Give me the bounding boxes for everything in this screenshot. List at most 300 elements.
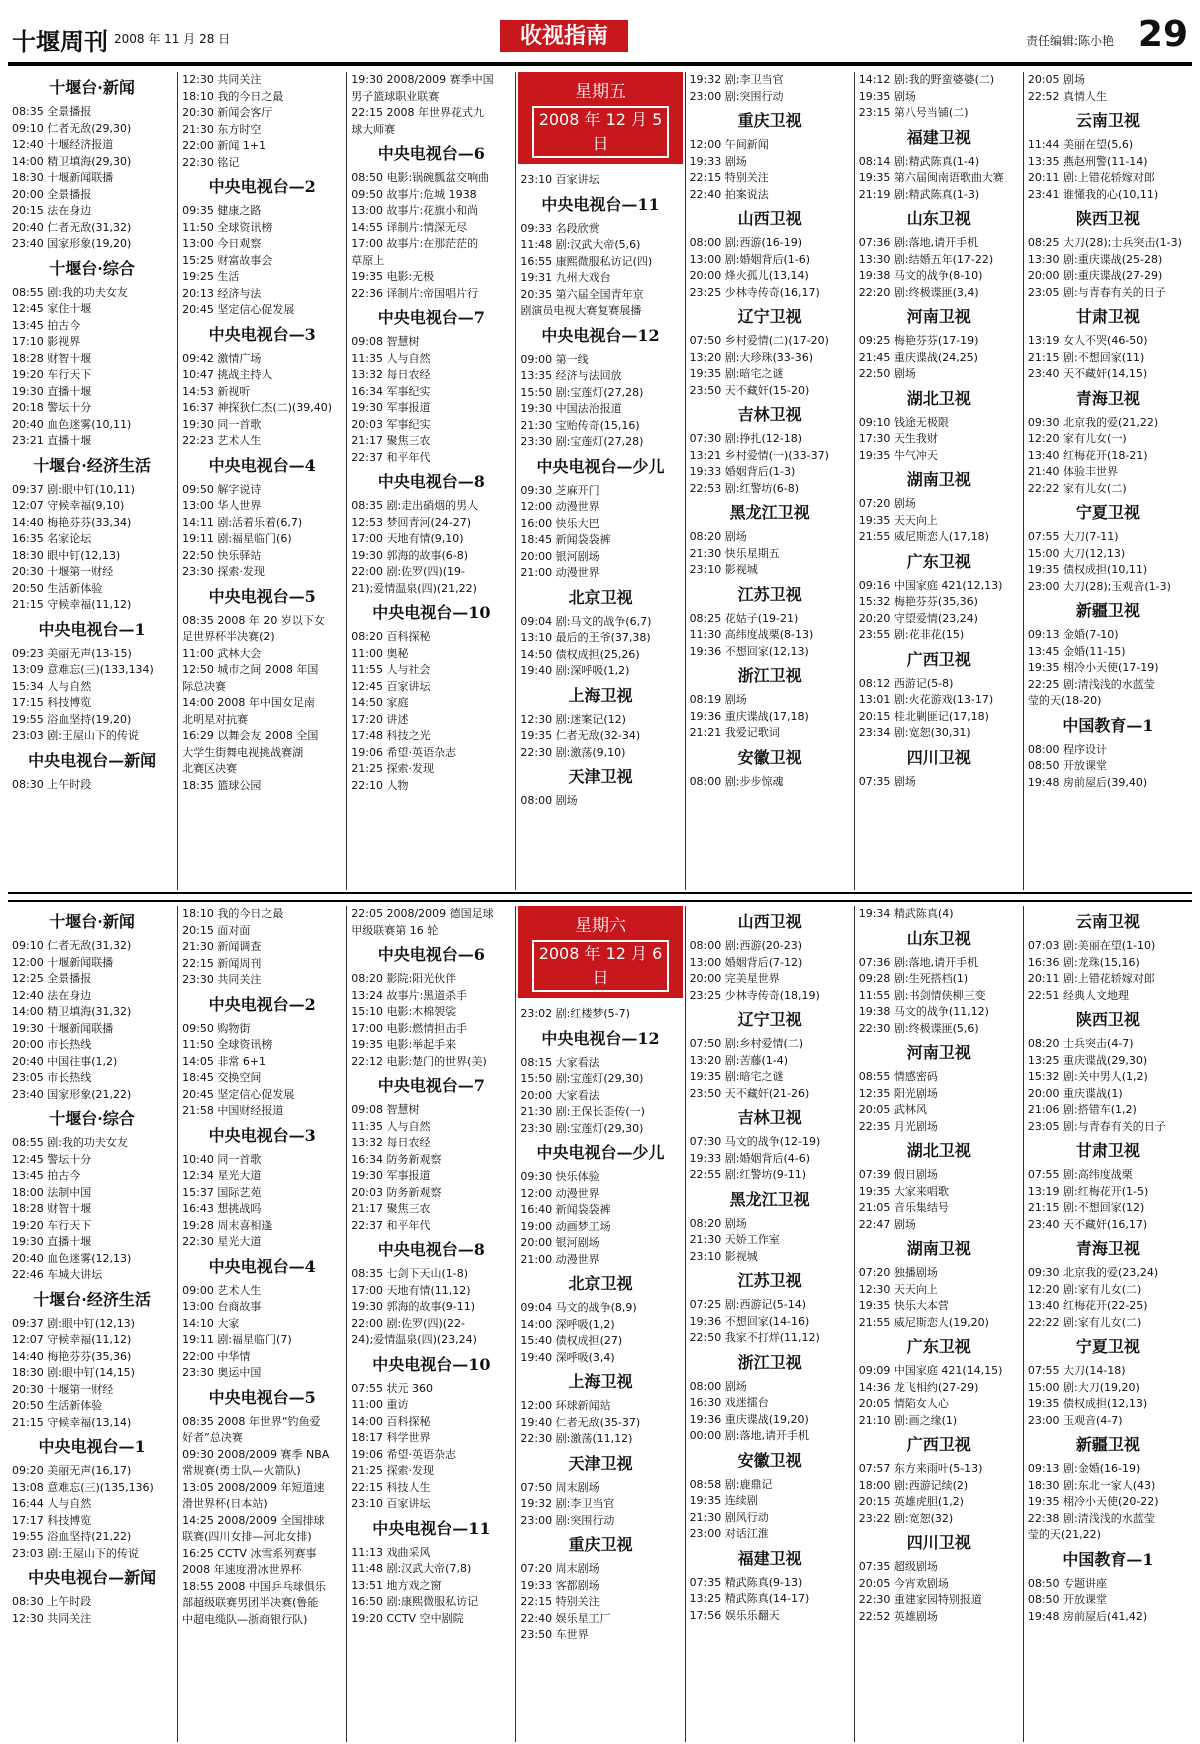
channel-name: 十堰台·综合 bbox=[49, 258, 135, 278]
program-entry: 23:15 第八号当铺(二) bbox=[858, 106, 969, 119]
program-entry: 11:00 武林大会 bbox=[182, 646, 262, 660]
program-entry: 16:30 戏迷擂台 bbox=[689, 1396, 769, 1409]
channel-block bbox=[347, 144, 515, 302]
channel-name: 中央电视台—6 bbox=[377, 144, 485, 163]
program-entry: 18:17 科学世界 bbox=[351, 1431, 431, 1444]
program-entry: 08:35 2008 年世界“钓鱼爱 bbox=[182, 1414, 321, 1428]
channel-name: 中央电视台—8 bbox=[377, 472, 485, 491]
program-entry: 07:55 状元 360 bbox=[351, 1381, 433, 1395]
channel-block bbox=[516, 588, 684, 680]
channel-block bbox=[516, 906, 684, 1023]
program-entry: 13:45 金婚(11-15) bbox=[1027, 644, 1126, 658]
program-entry: 13:19 剧:红梅花开(1-5) bbox=[1027, 1184, 1149, 1198]
channel-name: 湖北卫视 bbox=[906, 388, 971, 408]
program-entry: 莹的天(21,22) bbox=[1027, 1528, 1101, 1541]
program-entry: 14:00 2008 年中国女足南 bbox=[182, 696, 315, 709]
program-entry: 21:15 剧:不想回家(11) bbox=[1027, 350, 1145, 364]
program-entry: 12:50 城市之间 2008 年国 bbox=[182, 663, 319, 676]
program-entry: 18:30 眼中钉(12,13) bbox=[12, 548, 121, 562]
channel-block bbox=[516, 1454, 684, 1530]
program-entry: 13:24 故事片:黑道杀手 bbox=[351, 988, 468, 1002]
channel-name: 中央电视台—2 bbox=[208, 994, 316, 1014]
program-entry: 08:50 专题讲座 bbox=[1027, 1576, 1108, 1590]
channel-block bbox=[178, 587, 346, 795]
program-entry: 14:53 新视听 bbox=[182, 384, 251, 398]
program-entry: 09:30 北京我的爱(21,22) bbox=[1027, 415, 1159, 429]
channel-name: 中央电视台—12 bbox=[541, 1028, 660, 1048]
channel-block bbox=[516, 326, 684, 451]
program-entry: 23:00 玉观音(4-7) bbox=[1027, 1413, 1123, 1427]
channel-block bbox=[516, 1372, 684, 1448]
program-entry: 12:45 警坛十分 bbox=[12, 1152, 92, 1166]
program-entry: 21:10 剧:画之缘(1) bbox=[858, 1413, 958, 1427]
program-entry: 19:11 剧:福星临门(7) bbox=[182, 1333, 292, 1346]
channel-block bbox=[1024, 601, 1192, 710]
program-entry: 22:53 剧:红警坊(6-8) bbox=[689, 481, 800, 495]
channel-block bbox=[516, 1535, 684, 1644]
program-entry: 16:37 神探狄仁杰(二)(39,40) bbox=[182, 401, 332, 414]
program-entry: 17:17 科技博览 bbox=[12, 1513, 92, 1527]
program-entry: 20:13 经济与法 bbox=[182, 286, 262, 300]
listing-column bbox=[1023, 72, 1192, 890]
program-entry: 19:30 军事报道 bbox=[351, 1169, 431, 1182]
program-entry: 08:00 剧:西游(20-23) bbox=[689, 939, 803, 952]
program-entry: 14:50 债权成担(25,26) bbox=[520, 647, 640, 661]
channel-block bbox=[8, 751, 176, 794]
channel-name: 十堰台·经济生活 bbox=[33, 1289, 151, 1309]
program-entry: 北赛区决赛 bbox=[182, 762, 238, 775]
program-entry: 09:50 购物街 bbox=[182, 1021, 251, 1035]
program-entry: 11:55 剧:书剑情侠柳三变 bbox=[858, 988, 986, 1002]
channel-name: 中央电视台—3 bbox=[208, 1125, 316, 1145]
program-entry: 21:06 剧:搭错车(1,2) bbox=[1027, 1103, 1137, 1116]
program-entry: 23:30 共同关注 bbox=[182, 973, 262, 986]
channel-block bbox=[1024, 1550, 1192, 1626]
program-entry: 07:36 剧:落地,请开手机 bbox=[858, 955, 979, 969]
listing-column bbox=[515, 906, 684, 1742]
channel-name: 中央电视台—7 bbox=[377, 308, 485, 327]
channel-name: 四川卫视 bbox=[906, 1533, 971, 1552]
day-header bbox=[518, 906, 682, 998]
channel-name: 四川卫视 bbox=[906, 747, 971, 767]
program-entry: 19:35 栩冷小天使(20-22) bbox=[1027, 1495, 1159, 1508]
listing-column bbox=[1023, 906, 1192, 1742]
program-entry: 19:35 剧:暗宅之谜 bbox=[689, 1070, 784, 1083]
program-entry: 09:30 芝麻开门 bbox=[520, 483, 600, 497]
program-entry: 球大师赛 bbox=[351, 122, 396, 136]
program-entry: 23:05 剧:与青春有关的日子 bbox=[1027, 285, 1166, 299]
program-entry: 17:00 天地有情(11,12) bbox=[351, 1283, 471, 1297]
channel-block bbox=[178, 1257, 346, 1382]
program-entry: 21:55 威尼斯恋人(19,20) bbox=[858, 1315, 989, 1329]
program-entry: 16:36 剧:龙珠(15,16) bbox=[1027, 955, 1140, 969]
program-entry: 08:20 影院:阳光伙伴 bbox=[351, 972, 457, 985]
program-entry: 08:12 西游记(5-8) bbox=[858, 676, 954, 690]
editor-credit: 责任编辑:陈小艳 bbox=[1025, 34, 1114, 48]
program-entry: 21:19 剧:精武陈真(1-3) bbox=[858, 187, 980, 201]
section-badge: 收视指南 bbox=[500, 20, 628, 52]
channel-name: 福建卫视 bbox=[737, 1548, 802, 1568]
program-entry: 19:38 马文的战争(8-10) bbox=[858, 269, 983, 282]
program-entry: 09:13 剧:金婚(16-19) bbox=[1027, 1462, 1141, 1475]
program-entry: 18:00 法制中国 bbox=[12, 1185, 92, 1199]
channel-name: 中央电视台—3 bbox=[208, 324, 316, 344]
program-entry: 08:30 上午时段 bbox=[12, 1595, 92, 1608]
program-entry: 17:10 影视界 bbox=[12, 335, 81, 348]
program-entry: 20:00 剧:重庆谍战(27-29) bbox=[1027, 269, 1163, 282]
program-entry: 09:30 快乐体验 bbox=[520, 1170, 600, 1183]
program-entry: 09:00 第一线 bbox=[520, 352, 589, 366]
program-entry: 07:25 剧:西游记(5-14) bbox=[689, 1298, 807, 1311]
top-rule bbox=[8, 62, 1192, 66]
channel-block bbox=[686, 72, 854, 105]
program-entry: 16:35 名家论坛 bbox=[12, 532, 92, 545]
program-entry: 22:37 和平年代 bbox=[351, 450, 431, 464]
program-entry: 16:43 想挑战吗 bbox=[182, 1202, 262, 1215]
program-entry: 15:40 债权成担(27) bbox=[520, 1334, 623, 1347]
program-entry: 13:25 精武陈真(14-17) bbox=[689, 1592, 810, 1605]
program-entry: 20:30 十堰第一财经 bbox=[12, 1382, 114, 1396]
program-entry: 19:33 客都剧场 bbox=[520, 1578, 600, 1592]
program-entry: 12:07 守候幸福(11,12) bbox=[12, 1333, 132, 1346]
channel-name: 广东卫视 bbox=[906, 551, 971, 571]
channel-block bbox=[855, 209, 1023, 301]
saturday-listings bbox=[8, 906, 1192, 1742]
program-entry: 12:53 梦回青河(24-27) bbox=[351, 515, 472, 529]
program-entry: 09:09 中国家庭 421(14,15) bbox=[858, 1364, 1003, 1377]
program-entry: 22:10 人物 bbox=[351, 778, 409, 792]
channel-name: 黑龙江卫视 bbox=[729, 1189, 810, 1209]
program-entry: 16:40 新闻袋袋裤 bbox=[520, 1203, 611, 1216]
program-entry: 14:36 龙飞相约(27-29) bbox=[858, 1380, 979, 1394]
program-entry: 12:00 午间新闻 bbox=[689, 138, 769, 151]
channel-block bbox=[516, 457, 684, 582]
channel-name: 青海卫视 bbox=[1075, 1239, 1140, 1258]
channel-name: 中央电视台—8 bbox=[377, 1240, 485, 1259]
program-entry: 10:40 同一首歌 bbox=[182, 1152, 262, 1166]
channel-block bbox=[178, 1388, 346, 1629]
program-entry: 14:00 深呼吸(1,2) bbox=[520, 1317, 615, 1331]
program-entry: 15:50 剧:宝莲灯(27,28) bbox=[520, 385, 644, 399]
channel-block bbox=[178, 177, 346, 319]
program-entry: 08:00 剧:西游(16-19) bbox=[689, 236, 803, 249]
channel-block bbox=[855, 307, 1023, 383]
program-entry: 23:40 国家形象(19,20) bbox=[12, 237, 132, 250]
channel-block bbox=[347, 1355, 515, 1513]
program-entry: 18:35 篮球公园 bbox=[182, 778, 262, 792]
channel-block bbox=[855, 128, 1023, 204]
program-entry: 14:55 译制片:情深无尽 bbox=[351, 220, 468, 234]
program-entry: 20:05 情陷女人心 bbox=[858, 1397, 949, 1410]
program-entry: 13:08 意难忘(三)(135,136) bbox=[12, 1480, 154, 1494]
channel-name: 中央电视台—12 bbox=[541, 325, 660, 345]
channel-name: 新疆卫视 bbox=[1075, 1435, 1140, 1454]
program-entry: 07:55 大刀(7-11) bbox=[1027, 530, 1119, 543]
program-entry: 13:05 2008/2009 年短道速 bbox=[182, 1480, 325, 1494]
program-entry: 07:20 周末剧场 bbox=[520, 1562, 600, 1575]
program-entry: 09:28 剧:生死搭档(1) bbox=[858, 972, 969, 985]
program-entry: 23:50 天不藏奸(21-26) bbox=[689, 1086, 810, 1100]
channel-block bbox=[8, 912, 176, 1103]
program-entry: 23:30 奥运中国 bbox=[182, 1366, 262, 1379]
channel-block bbox=[686, 503, 854, 579]
program-entry: 09:04 马文的战争(8,9) bbox=[520, 1301, 637, 1314]
program-entry: 11:50 全球资讯榜 bbox=[182, 220, 273, 234]
program-entry: 17:56 娱乐乐翻天 bbox=[689, 1608, 780, 1622]
program-entry: 08:15 大家看法 bbox=[520, 1055, 600, 1069]
program-entry: 08:20 剧场 bbox=[689, 530, 747, 543]
program-entry: 15:50 剧:宝莲灯(29,30) bbox=[520, 1072, 644, 1085]
program-entry: 20:18 警坛十分 bbox=[12, 401, 92, 414]
channel-block bbox=[686, 209, 854, 301]
program-entry: 14:05 非常 6+1 bbox=[182, 1054, 267, 1068]
channel-name: 山东卫视 bbox=[906, 209, 971, 228]
program-entry: 21:55 威尼斯恋人(17,18) bbox=[858, 530, 989, 543]
program-entry: 21:17 聚焦三农 bbox=[351, 434, 431, 447]
program-entry: 19:55 浴血坚持(21,22) bbox=[12, 1530, 132, 1543]
program-entry: 21:21 我爱记歌词 bbox=[689, 726, 780, 739]
program-entry: 19:30 郭海的故事(9-11) bbox=[351, 1300, 476, 1313]
program-entry: 11:13 戏曲采风 bbox=[351, 1545, 431, 1559]
channel-block bbox=[1024, 716, 1192, 792]
channel-name: 湖北卫视 bbox=[906, 1141, 971, 1160]
channel-name: 中央电视台—5 bbox=[208, 1387, 316, 1407]
program-entry: 12:00 环球新闻站 bbox=[520, 1399, 611, 1412]
program-entry: 20:00 市长热线 bbox=[12, 1038, 92, 1051]
program-entry: 19:48 房前屋后(41,42) bbox=[1027, 1609, 1148, 1623]
program-entry: 22:05 2008/2009 德国足球 bbox=[351, 907, 494, 920]
channel-name: 十堰台·综合 bbox=[49, 1109, 135, 1128]
program-entry: 08:55 情感密码 bbox=[858, 1070, 938, 1083]
program-entry: 23:00 大刀(28);玉观音(1-3) bbox=[1027, 579, 1171, 593]
program-entry: 24);爱情温泉(四)(23,24) bbox=[351, 1333, 477, 1346]
program-entry: 18:30 剧:东北一家人(43) bbox=[1027, 1478, 1156, 1492]
channel-block bbox=[347, 945, 515, 1070]
program-entry: 07:35 精武陈真(9-13) bbox=[689, 1575, 803, 1589]
channel-name: 中央电视台—4 bbox=[208, 455, 316, 475]
channel-name: 安徽卫视 bbox=[737, 1450, 802, 1470]
program-entry: 14:50 家庭 bbox=[351, 696, 409, 709]
program-entry: 15:25 财富故事会 bbox=[182, 253, 273, 267]
program-entry: 23:10 百家讲坛 bbox=[351, 1497, 431, 1510]
channel-block bbox=[686, 1010, 854, 1102]
channel-name: 十堰台·新闻 bbox=[49, 78, 135, 97]
program-entry: 18:30 剧:眼中钉(14,15) bbox=[12, 1366, 135, 1379]
program-entry: 14:00 百科探秘 bbox=[351, 1414, 431, 1428]
day-header bbox=[518, 72, 682, 164]
program-entry: 23:25 少林寺传奇(16,17) bbox=[689, 285, 820, 299]
channel-name: 河南卫视 bbox=[906, 307, 971, 326]
program-entry: 19:32 剧:李卫当官 bbox=[689, 73, 784, 86]
program-entry: 22:30 星光大道 bbox=[182, 1235, 262, 1248]
program-entry: 11:30 高纬度战栗(8-13) bbox=[689, 628, 814, 641]
program-entry: 22:00 新闻 1+1 bbox=[182, 139, 267, 152]
program-entry: 13:19 女人不哭(46-50) bbox=[1027, 334, 1148, 347]
program-entry: 21:05 音乐集结号 bbox=[858, 1201, 949, 1214]
program-entry: 22:52 真情人生 bbox=[1027, 89, 1108, 103]
program-entry: 13:20 剧:苦藤(1-4) bbox=[689, 1053, 789, 1067]
channel-name: 重庆卫视 bbox=[737, 111, 802, 130]
program-entry: 07:20 剧场 bbox=[858, 497, 916, 510]
program-entry: 22:38 剧:清浅浅的水蓝莹 bbox=[1027, 1511, 1155, 1525]
channel-block bbox=[855, 906, 1023, 923]
program-entry: 14:00 精卫填海(29,30) bbox=[12, 154, 132, 168]
program-entry: 19:36 不想回家(12,13) bbox=[689, 644, 809, 658]
program-entry: 15:32 剧:关中男人(1,2) bbox=[1027, 1070, 1148, 1083]
program-entry: 12:20 剧:家有儿女(二) bbox=[1027, 1282, 1142, 1296]
program-entry: 09:33 名段欣赏 bbox=[520, 221, 600, 235]
channel-block bbox=[686, 748, 854, 791]
program-entry: 12:34 星光大道 bbox=[182, 1169, 262, 1182]
program-entry: 22:35 月光剧场 bbox=[858, 1119, 938, 1133]
program-entry: 11:00 重访 bbox=[351, 1398, 409, 1411]
program-entry: 22:15 新闻周刊 bbox=[182, 956, 262, 970]
channel-name: 河南卫视 bbox=[906, 1043, 971, 1062]
program-entry: 19:30 直播十堰 bbox=[12, 1235, 92, 1248]
program-entry: 08:00 程序设计 bbox=[1027, 742, 1108, 756]
channel-block bbox=[855, 1337, 1023, 1429]
program-entry: 12:00 动漫世界 bbox=[520, 1186, 600, 1200]
program-entry: 09:10 仁者无敌(31,32) bbox=[12, 939, 132, 952]
channel-block bbox=[855, 72, 1023, 122]
listing-column bbox=[177, 72, 346, 890]
channel-block bbox=[855, 1435, 1023, 1527]
channel-block bbox=[855, 1239, 1023, 1331]
program-entry: 23:40 天不藏奸(14,15) bbox=[1027, 367, 1148, 380]
program-entry: 08:58 剧:鹿鼎记 bbox=[689, 1477, 773, 1491]
program-entry: 21:30 天娇工作室 bbox=[689, 1233, 780, 1246]
program-entry: 20:03 防务新观察 bbox=[351, 1185, 442, 1199]
program-entry: 19:35 第六届闽南语歌曲大赛 bbox=[858, 171, 1004, 184]
program-entry: 18:00 剧:西游记续(2) bbox=[858, 1478, 969, 1492]
program-entry: 19:35 连续剧 bbox=[689, 1494, 758, 1507]
channel-block bbox=[686, 1451, 854, 1543]
channel-block bbox=[178, 995, 346, 1120]
program-entry: 12:30 剧:迷案记(12) bbox=[520, 712, 626, 726]
program-entry: 23:55 剧:花非花(15) bbox=[858, 628, 965, 641]
program-entry: 09:08 智慧树 bbox=[351, 335, 420, 348]
channel-name: 上海卫视 bbox=[568, 685, 633, 705]
channel-name: 中央电视台—少儿 bbox=[536, 1143, 665, 1162]
channel-name: 天津卫视 bbox=[568, 1453, 633, 1473]
program-entry: 21:30 新闻调查 bbox=[182, 940, 262, 953]
program-entry: 21:40 体验丰世界 bbox=[1027, 465, 1119, 478]
masthead bbox=[8, 14, 1192, 56]
program-entry: 际总决赛 bbox=[182, 679, 227, 693]
program-entry: 13:00 故事片:花旗小和尚 bbox=[351, 204, 479, 217]
channel-block bbox=[686, 666, 854, 742]
program-entry: 19:30 十堰新闻联播 bbox=[12, 1021, 114, 1035]
program-entry: 11:35 人与自然 bbox=[351, 1119, 431, 1133]
program-entry: 23:03 剧:王屋山下的传说 bbox=[12, 1546, 139, 1560]
program-entry: 20:30 十堰第一财经 bbox=[12, 565, 114, 578]
program-entry: 23:10 影视城 bbox=[689, 563, 758, 576]
channel-name: 中央电视台—1 bbox=[38, 1437, 146, 1456]
channel-block bbox=[347, 308, 515, 466]
program-entry: 19:06 希望·英语杂志 bbox=[351, 1447, 456, 1461]
program-entry: 12:00 十堰新闻联播 bbox=[12, 955, 114, 969]
program-entry: 11:50 全球资讯榜 bbox=[182, 1038, 273, 1051]
program-entry: 20:35 第六届全国青年京 bbox=[520, 287, 644, 301]
program-entry: 12:35 阳光剧场 bbox=[858, 1086, 938, 1100]
program-entry: 20:00 银河剧场 bbox=[520, 1236, 600, 1249]
day-date: 2008 年 12 月 5 日 bbox=[532, 106, 668, 158]
program-entry: 09:08 智慧树 bbox=[351, 1103, 420, 1116]
program-entry: 22:23 艺术人生 bbox=[182, 434, 262, 447]
channel-name: 云南卫视 bbox=[1075, 111, 1140, 130]
program-entry: 12:45 家住十堰 bbox=[12, 302, 92, 315]
program-entry: 21:30 剧:王保长歪传(一) bbox=[520, 1105, 645, 1118]
program-entry: 23:40 国家形象(21,22) bbox=[12, 1087, 132, 1101]
program-entry: 联赛(四川女排—河北女排) bbox=[182, 1530, 312, 1543]
program-entry: 09:30 北京我的爱(23,24) bbox=[1027, 1266, 1159, 1279]
program-entry: 11:55 人与社会 bbox=[351, 663, 431, 676]
program-entry: 22:30 铭记 bbox=[182, 155, 240, 169]
program-entry: 13:09 意难忘(三)(133,134) bbox=[12, 663, 154, 676]
friday-listings bbox=[8, 72, 1192, 890]
program-entry: 17:30 天生我财 bbox=[858, 432, 938, 445]
program-entry: 23:41 谁懂我的心(10,11) bbox=[1027, 187, 1159, 201]
program-entry: 23:25 少林寺传奇(18,19) bbox=[689, 988, 820, 1002]
channel-name: 江苏卫视 bbox=[737, 1271, 802, 1290]
program-entry: 23:34 剧:宽恕(30,31) bbox=[858, 726, 971, 739]
program-entry: 07:39 假日剧场 bbox=[858, 1168, 938, 1181]
program-entry: 20:50 生活新体验 bbox=[12, 1399, 103, 1412]
program-entry: 20:05 武林风 bbox=[858, 1103, 927, 1116]
program-entry: 08:14 剧:精武陈真(1-4) bbox=[858, 154, 980, 168]
program-entry: 19:35 牛气冲天 bbox=[858, 448, 938, 462]
program-entry: 23:21 直播十堰 bbox=[12, 434, 92, 447]
program-entry: 19:28 周末喜相逢 bbox=[182, 1218, 273, 1232]
program-entry: 07:30 剧:挣扎(12-18) bbox=[689, 432, 803, 445]
program-entry: 23:05 市长热线 bbox=[12, 1071, 92, 1084]
program-entry: 20:00 重庆谍战(1) bbox=[1027, 1086, 1123, 1100]
program-entry: 09:10 钱途无极限 bbox=[858, 415, 949, 429]
program-entry: 22:37 和平年代 bbox=[351, 1218, 431, 1232]
program-entry: 07:03 剧:美丽在望(1-10) bbox=[1027, 939, 1156, 952]
program-entry: 20:00 银河剧场 bbox=[520, 549, 600, 563]
channel-name: 天津卫视 bbox=[568, 767, 633, 786]
program-entry: 23:03 剧:王屋山下的传说 bbox=[12, 729, 139, 742]
program-entry: 13:40 红梅花开(18-21) bbox=[1027, 448, 1148, 462]
program-entry: 09:37 剧:眼中钉(12,13) bbox=[12, 1316, 135, 1330]
program-entry: 18:28 财智十堰 bbox=[12, 351, 92, 365]
channel-block bbox=[8, 1437, 176, 1562]
program-entry: 22:12 电影:楚门的世界(美) bbox=[351, 1054, 487, 1068]
channel-block bbox=[516, 72, 684, 189]
channel-block bbox=[347, 72, 515, 138]
channel-name: 中央电视台—新闻 bbox=[28, 1568, 157, 1587]
program-entry: 08:25 大刀(28);士兵突击(1-3) bbox=[1027, 236, 1182, 249]
channel-block bbox=[516, 767, 684, 810]
program-entry: 09:25 梅艳芬芬(17-19) bbox=[858, 334, 979, 347]
program-entry: 16:34 军事纪实 bbox=[351, 384, 431, 398]
listing-column bbox=[346, 72, 515, 890]
program-entry: 08:55 剧:我的功夫女友 bbox=[12, 1136, 128, 1149]
listing-column bbox=[685, 72, 854, 890]
channel-name: 上海卫视 bbox=[568, 1372, 633, 1391]
program-entry: 21:00 动漫世界 bbox=[520, 1252, 600, 1266]
program-entry: 19:35 仁者无敌(32-34) bbox=[520, 729, 641, 742]
program-entry: 20:05 剧场 bbox=[1027, 73, 1086, 86]
program-entry: 22:50 快乐驿站 bbox=[182, 548, 262, 562]
program-entry: 09:10 仁者无敌(29,30) bbox=[12, 121, 132, 135]
program-entry: 19:30 中国法治报道 bbox=[520, 402, 622, 415]
program-entry: 13:00 华人世界 bbox=[182, 499, 262, 512]
program-entry: 21:58 中国财经报道 bbox=[182, 1104, 284, 1117]
channel-block bbox=[516, 1029, 684, 1138]
program-entry: 13:00 今日观察 bbox=[182, 237, 262, 250]
